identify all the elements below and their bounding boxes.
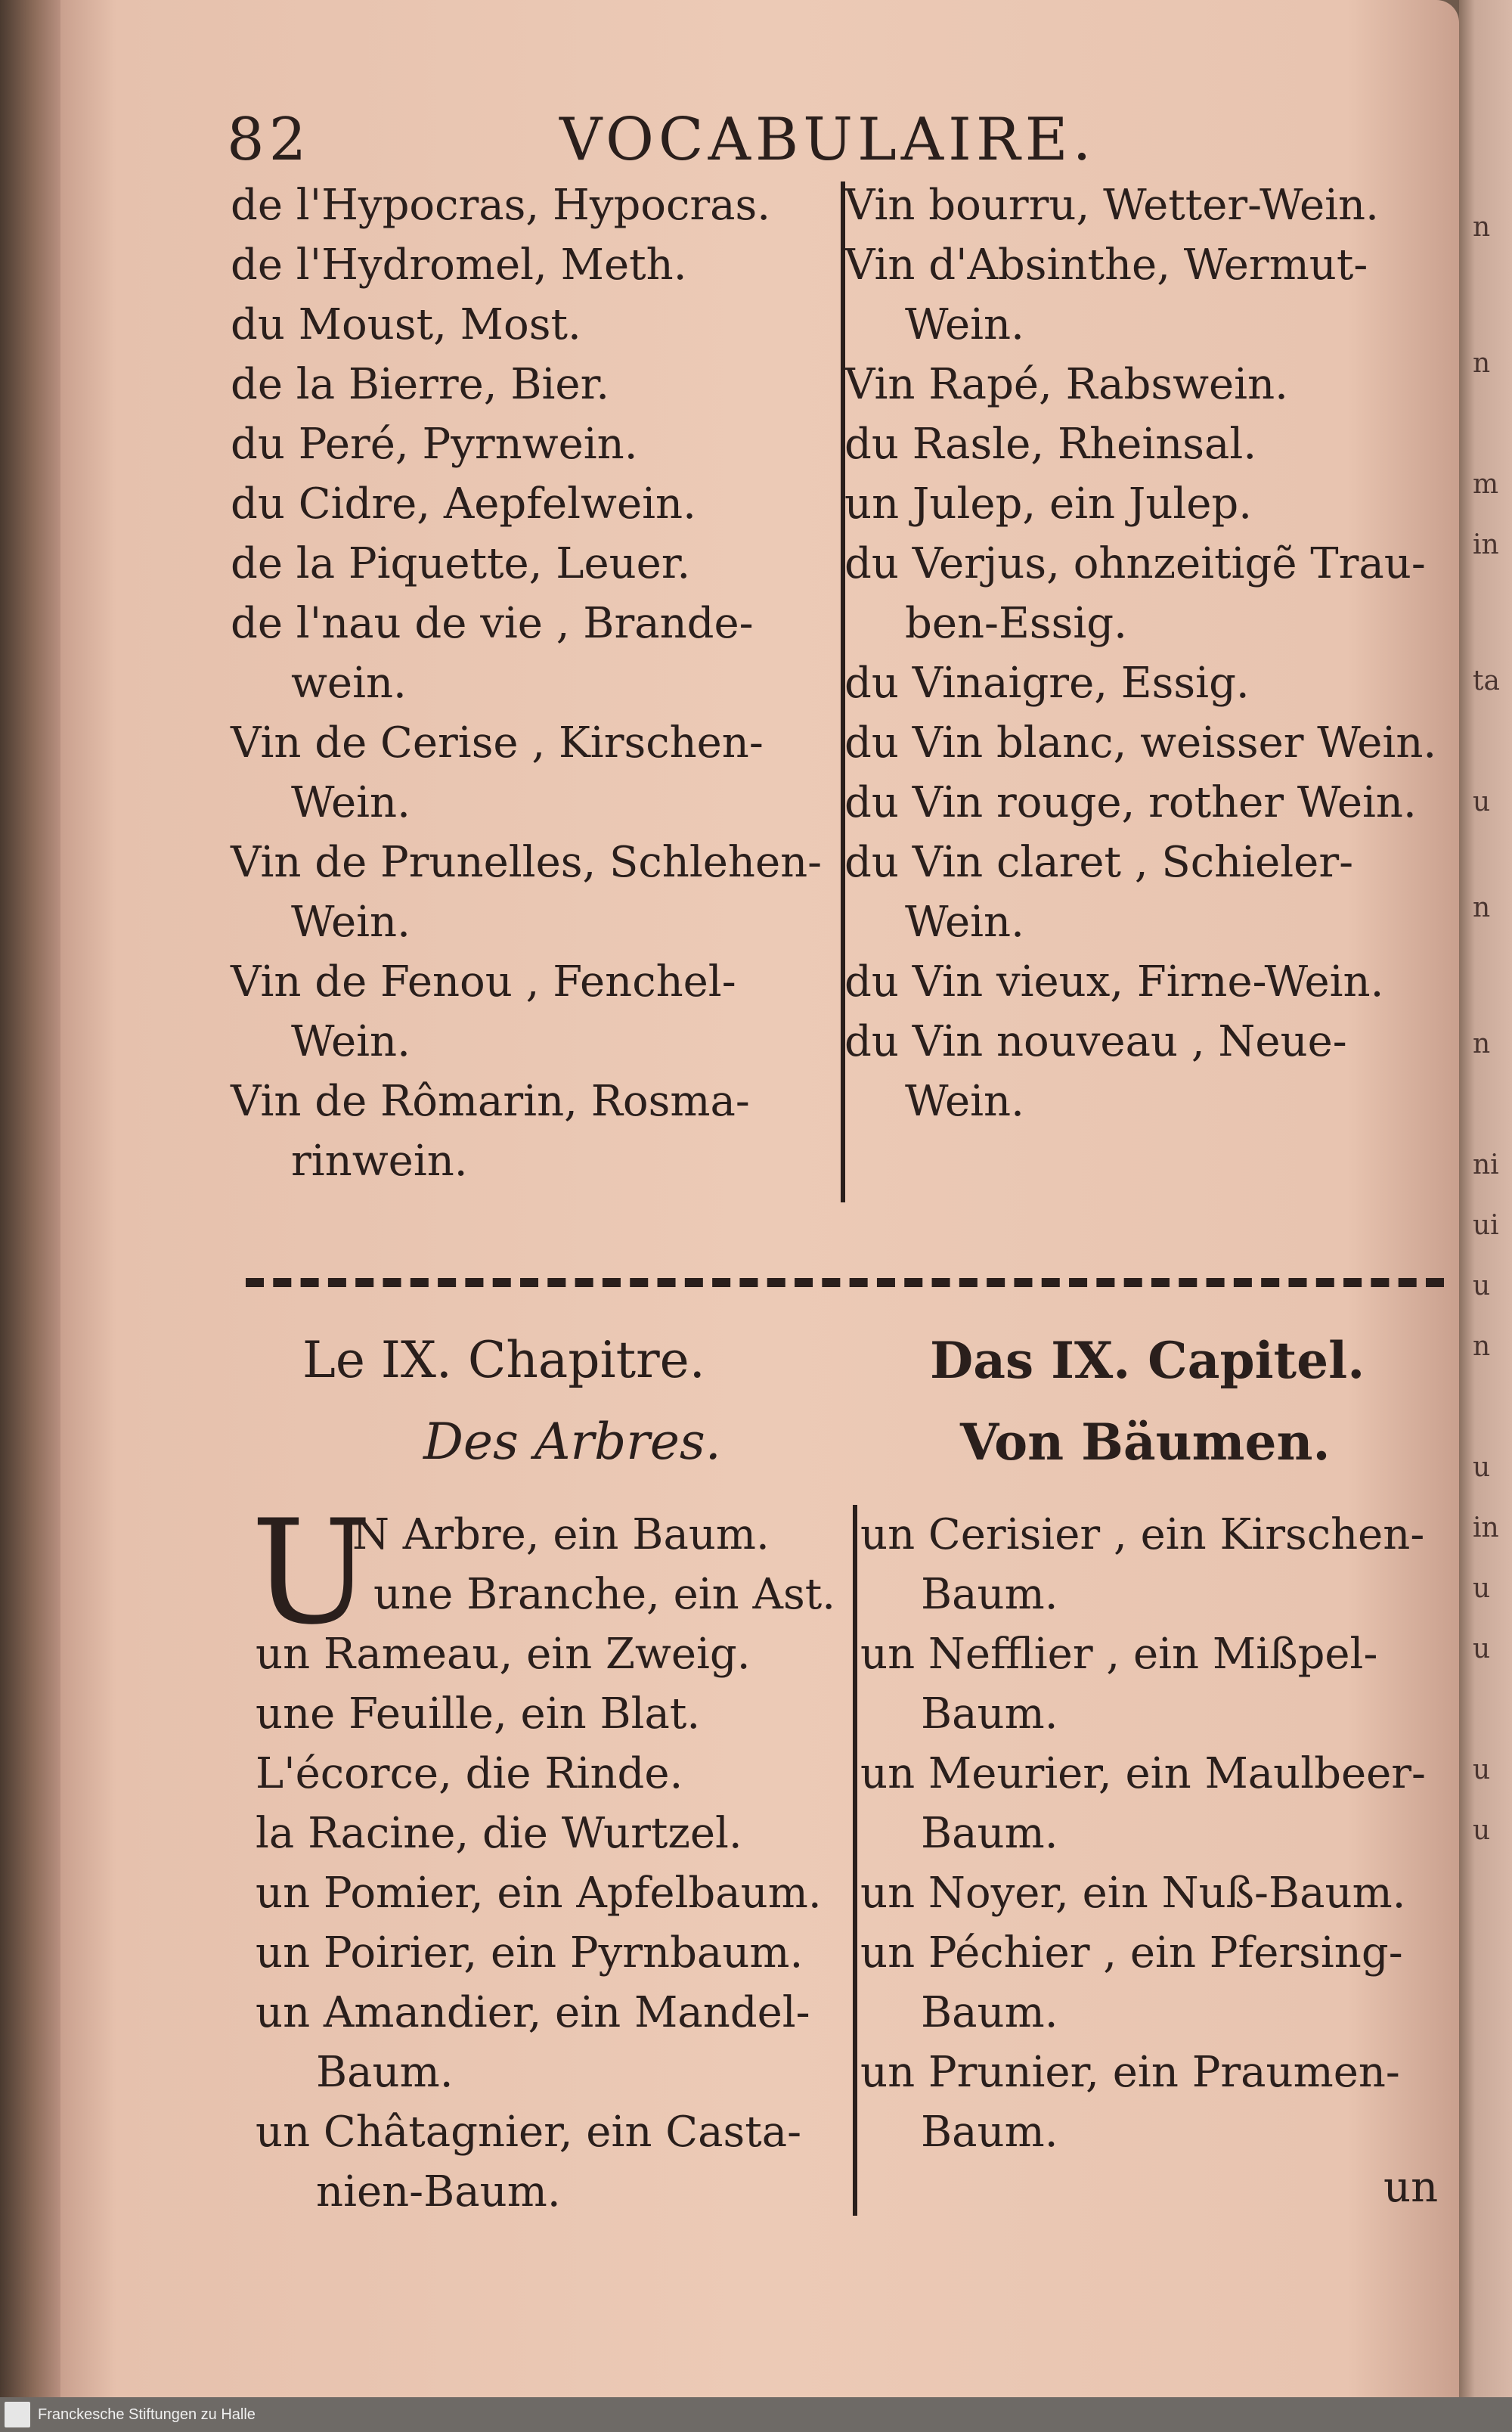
- entry-line: Wein.: [905, 898, 1024, 947]
- chapter-subtitle-fr: Des Arbres.: [423, 1413, 721, 1471]
- entry-line: Wein.: [905, 300, 1024, 349]
- entry-line: la Racine, die Wurtzel.: [256, 1809, 742, 1858]
- entry-line: un Rameau, ein Zweig.: [256, 1630, 751, 1679]
- entry-line: rinwein.: [291, 1137, 468, 1186]
- entry-line: un Péchier , ein Pfersing-: [860, 1928, 1403, 1978]
- entry-line: Baum.: [921, 2108, 1058, 2157]
- tree-left-column: [256, 1505, 835, 2222]
- entry-line: Vin de Rômarin, Rosma-: [231, 1077, 750, 1126]
- entry-line: un Pomier, ein Apfelbaum.: [256, 1869, 822, 1918]
- entry-line: une Feuille, ein Blat.: [256, 1689, 701, 1739]
- entry-line: un Julep, ein Julep.: [844, 479, 1253, 529]
- entry-line: nien-Baum.: [316, 2167, 561, 2216]
- entry-line: Vin d'Absinthe, Wermut-: [844, 240, 1368, 290]
- chapter-title-fr: Le IX. Chapitre.: [302, 1331, 705, 1389]
- entry-line: Wein.: [291, 898, 411, 947]
- entry-line: du Moust, Most.: [231, 300, 581, 349]
- entry-line: wein.: [291, 659, 407, 708]
- entry-line: de l'nau de vie , Brande-: [231, 599, 754, 648]
- entry-line: du Vinaigre, Essig.: [844, 659, 1250, 708]
- tree-right-column: [860, 1505, 1426, 2162]
- left-column: [231, 175, 822, 1191]
- entry-line: Vin de Fenou , Fenchel-: [231, 957, 736, 1007]
- entry-line: Wein.: [291, 1017, 411, 1066]
- entry-line: du Vin vieux, Firne-Wein.: [844, 957, 1384, 1007]
- entry-line: un Châtagnier, ein Casta-: [256, 2108, 802, 2157]
- entry-line: du Cidre, Aepfelwein.: [231, 479, 696, 529]
- entry-line: un Nefflier , ein Mißpel-: [860, 1630, 1378, 1679]
- entry-line: du Rasle, Rheinsal.: [844, 420, 1257, 469]
- entry-line: Baum.: [921, 1570, 1058, 1619]
- page-number: 82: [227, 106, 311, 174]
- entry-line: une Branche, ein Ast.: [373, 1570, 836, 1619]
- section-divider-rule: [246, 1278, 1444, 1287]
- entry-line: Baum.: [921, 1988, 1058, 2037]
- chapter-title-de: Das IX. Capitel.: [930, 1331, 1365, 1390]
- institution-logo-icon: [5, 2402, 30, 2427]
- book-spine: [0, 0, 60, 2397]
- entry-line: Vin bourru, Wetter-Wein.: [844, 181, 1379, 230]
- entry-line: Vin de Cerise , Kirschen-: [231, 718, 764, 768]
- entry-line: Wein.: [291, 778, 411, 827]
- right-column: [844, 175, 1436, 1131]
- entry-line: un Meurier, ein Maulbeer-: [860, 1749, 1426, 1798]
- entry-line: de l'Hydromel, Meth.: [231, 240, 687, 290]
- entry-line: L'écorce, die Rinde.: [256, 1749, 683, 1798]
- entry-line: un Prunier, ein Praumen-: [860, 2048, 1400, 2097]
- drop-capital: U: [251, 1489, 373, 1656]
- entry-line: de la Bierre, Bier.: [231, 360, 609, 409]
- chapter-subtitle-de: Von Bäumen.: [960, 1413, 1331, 1472]
- entry-line: du Vin blanc, weisser Wein.: [844, 718, 1437, 768]
- adjacent-page-edge: n n m in ta u n n ni ui u n u in u u u u: [1459, 0, 1512, 2397]
- entry-line: du Verjus, ohnzeitigẽ Trau-: [844, 539, 1426, 588]
- running-head: VOCABULAIRE.: [559, 106, 1096, 174]
- entry-line: N Arbre, ein Baum.: [352, 1510, 770, 1559]
- entry-line: Baum.: [316, 2048, 454, 2097]
- entry-line: un Poirier, ein Pyrnbaum.: [256, 1928, 804, 1978]
- catchword: un: [1383, 2163, 1439, 2212]
- entry-line: Vin de Prunelles, Schlehen-: [231, 838, 823, 887]
- column-divider: [853, 1505, 857, 2216]
- entry-line: du Vin nouveau , Neue-: [844, 1017, 1347, 1066]
- entry-line: un Amandier, ein Mandel-: [256, 1988, 810, 2037]
- entry-line: du Vin claret , Schieler-: [844, 838, 1354, 887]
- entry-line: Baum.: [921, 1809, 1058, 1858]
- entry-line: de l'Hypocras, Hypocras.: [231, 181, 771, 230]
- entry-line: un Cerisier , ein Kirschen-: [860, 1510, 1425, 1559]
- entry-line: du Peré, Pyrnwein.: [231, 420, 638, 469]
- entry-line: de la Piquette, Leuer.: [231, 539, 691, 588]
- entry-line: du Vin rouge, rother Wein.: [844, 778, 1417, 827]
- entry-line: ben-Essig.: [905, 599, 1127, 648]
- entry-line: Wein.: [905, 1077, 1024, 1126]
- entry-line: Vin Rapé, Rabswein.: [844, 360, 1288, 409]
- footer-credit: Franckesche Stiftungen zu Halle: [38, 2406, 256, 2423]
- footer-bar: [0, 2397, 1512, 2432]
- entry-line: Baum.: [921, 1689, 1058, 1739]
- entry-line: un Noyer, ein Nuß-Baum.: [860, 1869, 1406, 1918]
